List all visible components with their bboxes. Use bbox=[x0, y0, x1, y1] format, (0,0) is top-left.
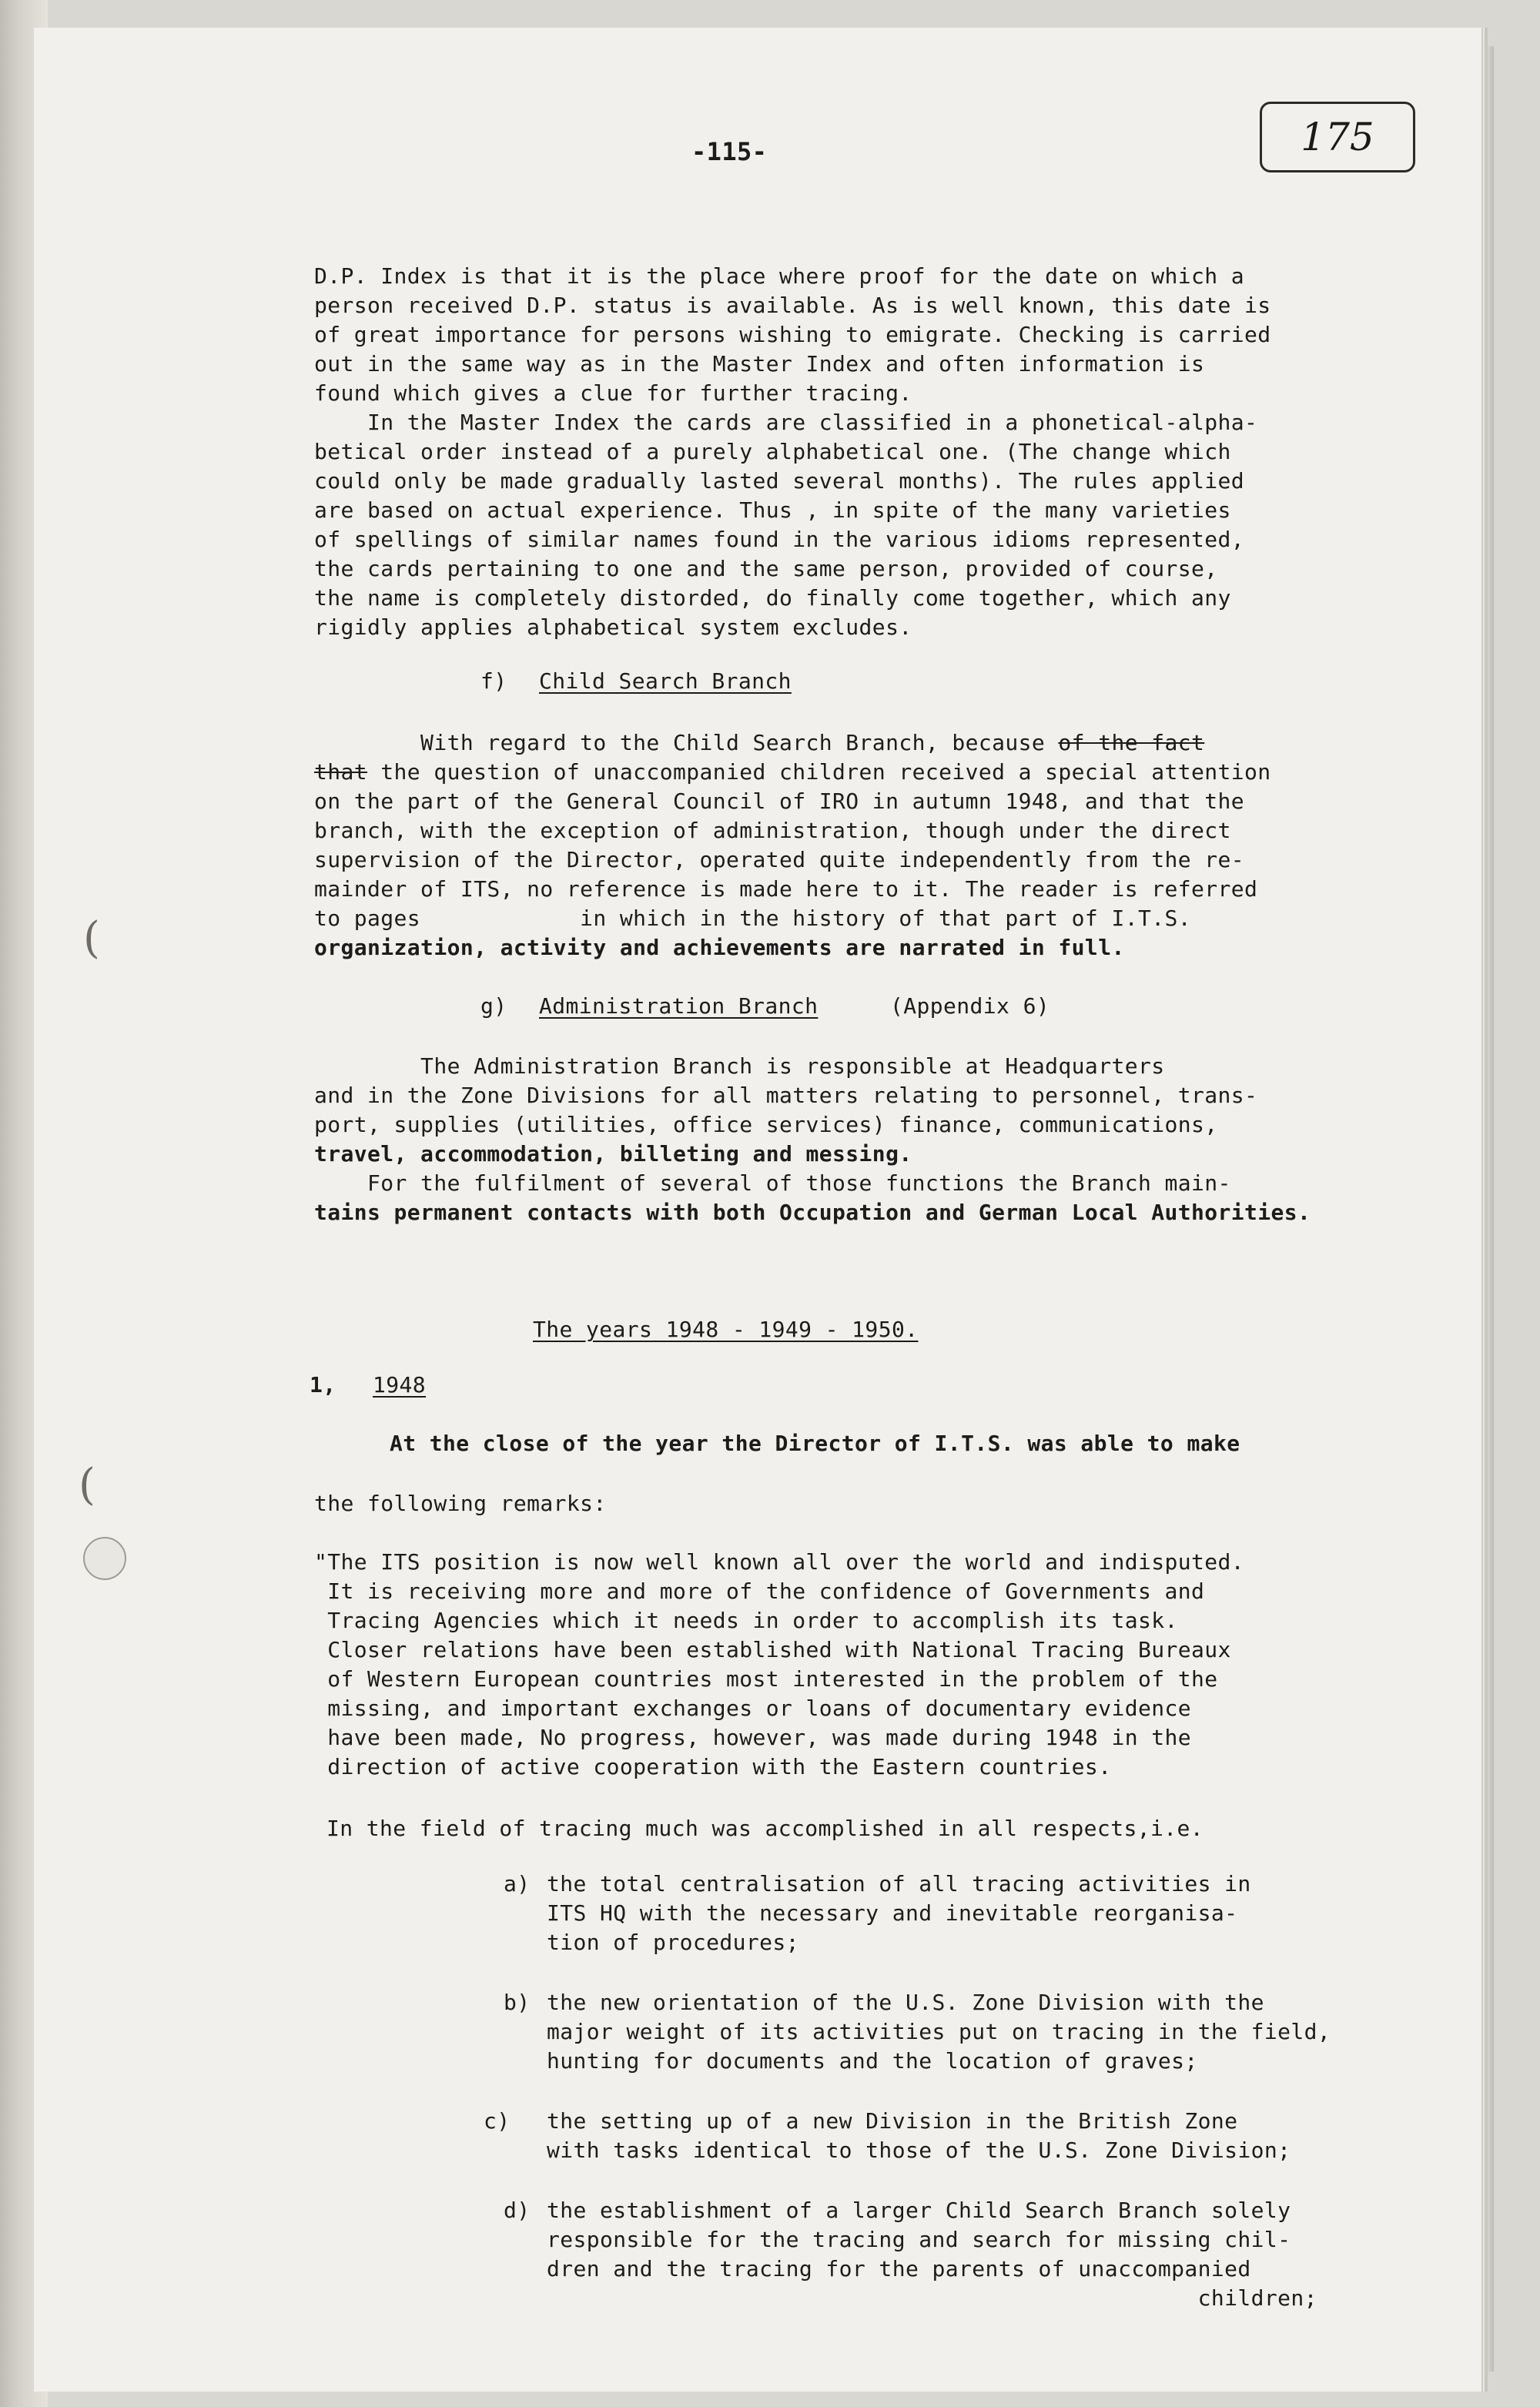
paragraph-line bbox=[314, 728, 1204, 758]
list-item-label: c) bbox=[484, 2108, 511, 2134]
paragraph-line: betical order instead of a purely alphabetical one. (The change which bbox=[314, 439, 1231, 464]
list-item-line: tion of procedures; bbox=[547, 1930, 799, 1955]
paragraph-line: the following remarks: bbox=[314, 1491, 607, 1516]
list-item-line: the total centralisation of all tracing activities in bbox=[547, 1871, 1251, 1896]
paragraph-line: mainder of ITS, no reference is made here to it. The reader is referred bbox=[314, 876, 1258, 902]
years-heading: The years 1948 - 1949 - 1950. bbox=[533, 1317, 919, 1342]
paragraph-line: found which gives a clue for further tracing. bbox=[314, 380, 912, 406]
paragraph-line: organization, activity and achievements are narrated in full. bbox=[314, 935, 1125, 960]
list-item-line: the setting up of a new Division in the British Zone bbox=[547, 2108, 1238, 2134]
list-item-label: a) bbox=[504, 1871, 531, 1896]
paragraph-line: supervision of the Director, operated quite independently from the re- bbox=[314, 847, 1245, 872]
quote-line: It is receiving more and more of the confidence of Governments and bbox=[314, 1578, 1205, 1604]
quote-line: direction of active cooperation with the Eastern countries. bbox=[314, 1754, 1112, 1779]
archive-stamp: 175 bbox=[1260, 102, 1415, 172]
list-item-line: ITS HQ with the necessary and inevitable reorganisa- bbox=[547, 1900, 1238, 1926]
paragraph-line: and in the Zone Divisions for all matters relating to personnel, trans- bbox=[314, 1083, 1258, 1108]
section-f-label: f) bbox=[480, 668, 507, 694]
list-item-line: the new orientation of the U.S. Zone Division with the bbox=[547, 1990, 1264, 2015]
paragraph-line: For the fulfilment of several of those functions the Branch main- bbox=[314, 1170, 1231, 1196]
paragraph-line: of spellings of similar names found in the various idioms represented, bbox=[314, 527, 1245, 552]
paragraph-line: branch, with the exception of administration, though under the direct bbox=[314, 818, 1231, 843]
quote-line: "The ITS position is now well known all over the world and indisputed. bbox=[314, 1549, 1245, 1575]
paragraph-line: tains permanent contacts with both Occupation and German Local Authorities. bbox=[314, 1200, 1311, 1225]
punch-hole bbox=[83, 1537, 126, 1580]
paragraph-line: are based on actual experience. Thus , in spite of the many varieties bbox=[314, 497, 1231, 523]
paragraph-line: person received D.P. status is available. As is well known, this date is bbox=[314, 293, 1271, 318]
section-1-title: 1948 bbox=[373, 1372, 427, 1398]
list-item-label: b) bbox=[504, 1990, 531, 2015]
paragraph-line: D.P. Index is that it is the place where proof for the date on which a bbox=[314, 263, 1245, 289]
section-g-appendix: (Appendix 6) bbox=[890, 993, 1050, 1019]
paragraph-line: The Administration Branch is responsible at Headquarters bbox=[314, 1053, 1165, 1079]
paragraph-line: out in the same way as in the Master Index and often information is bbox=[314, 351, 1205, 377]
quote-line: Tracing Agencies which it needs in order to accomplish its task. bbox=[314, 1608, 1178, 1633]
list-item-line: the establishment of a larger Child Search Branch solely bbox=[547, 2198, 1291, 2223]
list-item-line: responsible for the tracing and search for missing chil- bbox=[547, 2227, 1291, 2252]
quote-line: missing, and important exchanges or loans of documentary evidence bbox=[314, 1696, 1191, 1721]
paragraph-line: travel, accommodation, billeting and messing. bbox=[314, 1141, 912, 1167]
quote-line: of Western European countries most interested in the problem of the bbox=[314, 1666, 1218, 1692]
struck-text: of the fact bbox=[1058, 730, 1205, 755]
section-f-title: Child Search Branch bbox=[539, 668, 792, 694]
paragraph-line bbox=[314, 758, 1271, 787]
section-1-label: 1, bbox=[310, 1372, 336, 1398]
paragraph-line: the name is completely distorded, do finally come together, which any bbox=[314, 585, 1231, 611]
paragraph-line: could only be made gradually lasted several months). The rules applied bbox=[314, 468, 1245, 494]
list-item-line: major weight of its activities put on tracing in the field, bbox=[547, 2019, 1331, 2044]
text-run: With regard to the Child Search Branch, because bbox=[314, 730, 1059, 755]
struck-text: that bbox=[314, 759, 368, 785]
quote-line: Closer relations have been established with National Tracing Bureaux bbox=[314, 1637, 1231, 1662]
text-run: the question of unaccompanied children received a special attention bbox=[367, 759, 1271, 785]
paragraph-line: on the part of the General Council of IRO in autumn 1948, and that the bbox=[314, 788, 1245, 814]
binder-bracket-mark: ( bbox=[83, 913, 100, 963]
quote-line: have been made, No progress, however, was made during 1948 in the bbox=[314, 1725, 1191, 1750]
paragraph-line: In the Master Index the cards are classified in a phonetical-alpha- bbox=[314, 410, 1258, 435]
paragraph-line: of great importance for persons wishing to emigrate. Checking is carried bbox=[314, 322, 1271, 347]
binder-bracket-mark: ( bbox=[79, 1460, 95, 1510]
list-item-line: with tasks identical to those of the U.S. Zone Division; bbox=[547, 2138, 1291, 2163]
section-g-title: Administration Branch bbox=[539, 993, 819, 1019]
paragraph-line: In the field of tracing much was accomplished in all respects,i.e. bbox=[326, 1816, 1204, 1841]
paragraph-line: the cards pertaining to one and the same person, provided of course, bbox=[314, 556, 1218, 581]
paragraph-line: port, supplies (utilities, office services) finance, communications, bbox=[314, 1112, 1218, 1137]
list-item-line: children; bbox=[547, 2285, 1317, 2311]
list-item-line: hunting for documents and the location of graves; bbox=[547, 2048, 1198, 2074]
section-g-label: g) bbox=[480, 993, 507, 1019]
paragraph-line: At the close of the year the Director of I.T.S. was able to make bbox=[390, 1431, 1240, 1456]
list-item-line: dren and the tracing for the parents of unaccompanied bbox=[547, 2256, 1251, 2281]
page-number: -115- bbox=[691, 137, 768, 166]
paragraph-line: rigidly applies alphabetical system excludes. bbox=[314, 614, 912, 640]
paragraph-line: to pages in which in the history of that part of I.T.S. bbox=[314, 906, 1191, 931]
list-item-label: d) bbox=[504, 2198, 531, 2223]
